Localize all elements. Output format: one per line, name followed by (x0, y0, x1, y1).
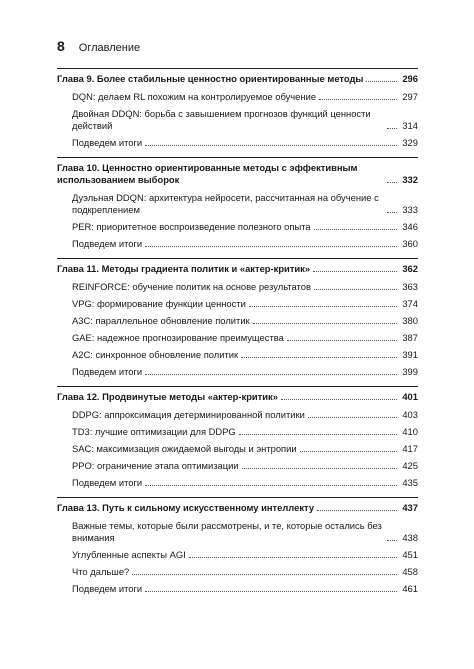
dot-leader (242, 468, 397, 469)
section-entry-title: Подведем итоги (72, 137, 143, 148)
dot-leader (145, 485, 397, 486)
chapter-entry[interactable] (57, 502, 418, 514)
dot-leader (387, 540, 397, 541)
section-entry-title: VPG: формирование функции ценности (72, 298, 246, 309)
dot-leader (387, 212, 397, 213)
dot-leader (239, 434, 397, 435)
section-entry-page: 451 (402, 549, 418, 560)
chapter-block (57, 386, 418, 489)
section-entry[interactable] (57, 332, 418, 344)
chapter-entry-title: Глава 12. Продвинутые методы «актер-критик» (57, 391, 278, 402)
section-entry-page: 363 (402, 281, 418, 292)
section-entry[interactable] (57, 108, 418, 132)
section-entry[interactable] (57, 409, 418, 421)
dot-leader (281, 399, 397, 400)
section-entry[interactable] (57, 298, 418, 310)
section-entry-page: 314 (402, 120, 418, 131)
section-entry[interactable] (57, 426, 418, 438)
section-entry[interactable] (57, 566, 418, 578)
section-entry-title: PPO: ограничение этапа оптимизации (72, 460, 239, 471)
section-entry-page: 403 (402, 409, 418, 420)
section-entry-page: 438 (402, 532, 418, 543)
section-entry-title: SAC: максимизация ожидаемой выгоды и энтропии (72, 443, 297, 454)
dot-leader (253, 323, 397, 324)
section-entry-title: GAE: надежное прогнозирование преимущества (72, 332, 284, 343)
section-entry-page: 333 (402, 204, 418, 215)
section-entry-page: 458 (402, 566, 418, 577)
section-entry-page: 297 (402, 91, 418, 102)
section-entry-title: Подведем итоги (72, 366, 143, 377)
section-entry[interactable] (57, 192, 418, 216)
chapter-entry[interactable] (57, 263, 418, 275)
dot-leader (145, 246, 397, 247)
section-entry-title: Подведем итоги (72, 477, 143, 488)
dot-leader (287, 340, 397, 341)
section-entry-title: Двойная DDQN: борьба с завышением прогнозов функций ценности действий (72, 108, 371, 131)
section-entry-page: 360 (402, 238, 418, 249)
section-entry[interactable] (57, 137, 418, 149)
section-entry-title: DDPG: аппроксимация детерминированной политики (72, 409, 305, 420)
page-number: 8 (57, 38, 65, 54)
dot-leader (314, 289, 397, 290)
section-entry[interactable] (57, 549, 418, 561)
chapter-block (57, 258, 418, 378)
section-entry-title: PER: приоритетное воспроизведение полезного опыта (72, 221, 311, 232)
section-entry-page: 387 (402, 332, 418, 343)
chapter-entry[interactable] (57, 73, 418, 85)
section-entry-page: 391 (402, 349, 418, 360)
section-entry[interactable] (57, 91, 418, 103)
dot-leader (387, 128, 397, 129)
section-entry-page: 417 (402, 443, 418, 454)
section-entry-title: Что дальше? (72, 566, 130, 577)
chapter-entry-title: Глава 11. Методы градиента политик и «актер-критик» (57, 263, 311, 274)
section-entry[interactable] (57, 443, 418, 455)
chapter-entry-title: Глава 10. Ценностно ориентированные методы с эффективным использованием выборок (57, 162, 358, 185)
chapter-entry[interactable] (57, 391, 418, 403)
section-entry-title: Подведем итоги (72, 238, 143, 249)
section-entry-title: Дуэльная DDQN: архитектура нейросети, рассчитанная на обучение с подкреплением (72, 192, 379, 215)
chapter-entry-page: 362 (402, 263, 418, 274)
section-entry-page: 380 (402, 315, 418, 326)
dot-leader (145, 374, 397, 375)
section-entry[interactable] (57, 583, 418, 595)
section-entry-page: 461 (402, 583, 418, 594)
section-entry-title: A2C: синхронное обновление политик (72, 349, 239, 360)
chapter-entry[interactable] (57, 162, 418, 186)
page-header (57, 38, 140, 54)
section-entry[interactable] (57, 520, 418, 544)
section-entry[interactable] (57, 238, 418, 250)
section-entry-page: 425 (402, 460, 418, 471)
chapter-block (57, 68, 418, 149)
section-entry-page: 410 (402, 426, 418, 437)
section-entry-page: 435 (402, 477, 418, 488)
section-entry-page: 346 (402, 221, 418, 232)
section-entry[interactable] (57, 281, 418, 293)
dot-leader (300, 451, 397, 452)
chapter-entry-page: 401 (402, 391, 418, 402)
dot-leader (314, 229, 397, 230)
section-entry-title: Подведем итоги (72, 583, 143, 594)
dot-leader (313, 271, 397, 272)
dot-leader (249, 306, 397, 307)
dot-leader (308, 417, 397, 418)
chapter-entry-page: 437 (402, 502, 418, 513)
section-entry-page: 329 (402, 137, 418, 148)
dot-leader (145, 145, 397, 146)
section-entry[interactable] (57, 366, 418, 378)
section-entry-title: REINFORCE: обучение политик на основе результатов (72, 281, 311, 292)
dot-leader (366, 81, 397, 82)
section-entry[interactable] (57, 477, 418, 489)
section-entry-title: TD3: лучшие оптимизации для DDPG (72, 426, 236, 437)
section-entry-page: 399 (402, 366, 418, 377)
section-entry[interactable] (57, 460, 418, 472)
chapter-entry-title: Глава 9. Более стабильные ценностно ориентированные методы (57, 73, 364, 84)
section-entry[interactable] (57, 315, 418, 327)
table-of-contents (57, 68, 418, 603)
section-entry-page: 374 (402, 298, 418, 309)
chapter-entry-page: 296 (402, 73, 418, 84)
dot-leader (145, 591, 397, 592)
chapter-entry-title: Глава 13. Путь к сильному искусственному интеллекту (57, 502, 315, 513)
running-title: Оглавление (78, 42, 141, 54)
dot-leader (319, 99, 397, 100)
dot-leader (189, 557, 397, 558)
dot-leader (387, 182, 397, 183)
chapter-entry-page: 332 (402, 174, 418, 185)
section-entry[interactable] (57, 221, 418, 233)
dot-leader (317, 510, 397, 511)
section-entry-title: A3C: параллельное обновление политик (72, 315, 250, 326)
section-entry[interactable] (57, 349, 418, 361)
section-entry-title: DQN: делаем RL похожим на контролируемое обучение (72, 91, 317, 102)
dot-leader (241, 357, 397, 358)
chapter-block (57, 497, 418, 595)
chapter-block (57, 157, 418, 250)
section-entry-title: Важные темы, которые были рассмотрены, и те, которые остались без внимания (72, 520, 382, 543)
dot-leader (132, 574, 397, 575)
section-entry-title: Углубленные аспекты AGI (72, 549, 186, 560)
